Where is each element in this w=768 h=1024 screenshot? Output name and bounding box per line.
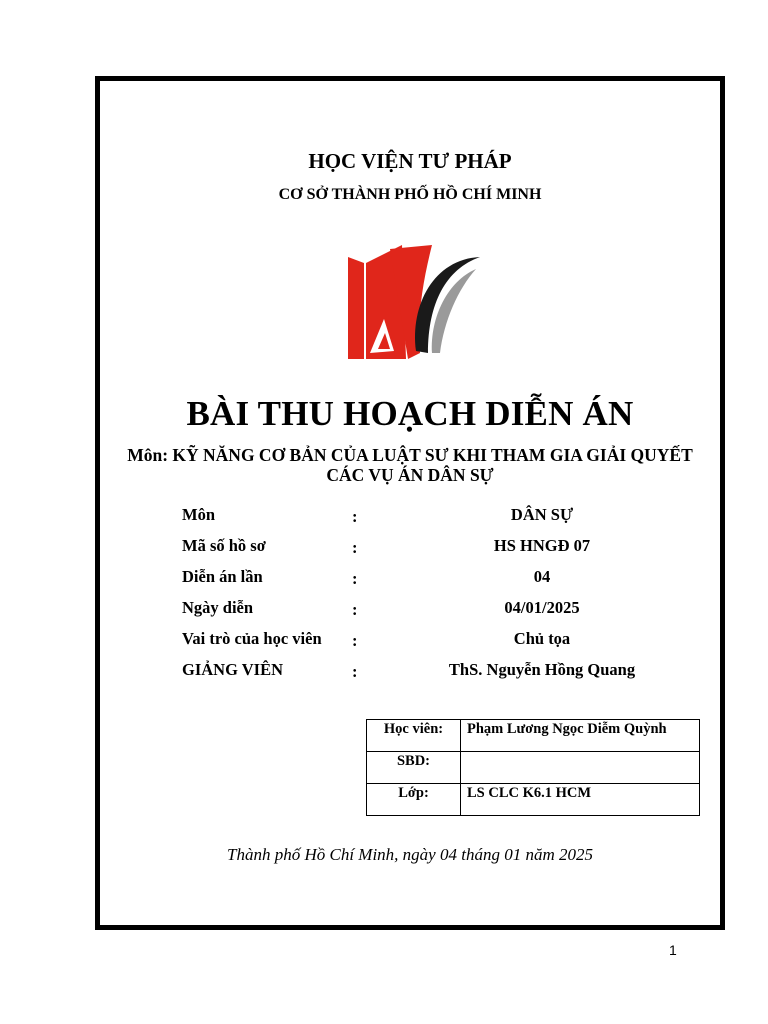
student-class-value: LS CLC K6.1 HCM bbox=[461, 784, 700, 816]
info-label: Diễn án lần bbox=[182, 567, 263, 586]
table-row bbox=[367, 720, 700, 752]
info-value: DÂN SỰ bbox=[510, 505, 574, 524]
subject-line-2: CÁC VỤ ÁN DÂN SỰ bbox=[326, 465, 494, 485]
info-label: Vai trò của học viên bbox=[182, 629, 322, 648]
place-and-date: Thành phố Hồ Chí Minh, ngày 04 tháng 01 năm 2025 bbox=[227, 845, 593, 864]
info-row-subject bbox=[182, 505, 652, 536]
info-colon: : bbox=[352, 662, 358, 681]
info-value: HS HNGĐ 07 bbox=[493, 536, 591, 555]
info-list bbox=[182, 505, 652, 691]
info-row-case-code bbox=[182, 536, 652, 567]
info-row-date bbox=[182, 598, 652, 629]
info-label: GIẢNG VIÊN bbox=[182, 660, 284, 679]
institution-name: HỌC VIỆN TƯ PHÁP bbox=[308, 149, 512, 173]
student-class-label: Lớp: bbox=[367, 784, 461, 816]
subject-heading bbox=[120, 445, 700, 485]
info-colon: : bbox=[352, 569, 358, 588]
info-colon: : bbox=[352, 538, 358, 557]
info-label: Ngày diễn bbox=[182, 598, 254, 617]
institution-branch: CƠ SỞ THÀNH PHỐ HỒ CHÍ MINH bbox=[278, 186, 542, 203]
document-title: BÀI THU HOẠCH DIỄN ÁN bbox=[186, 394, 634, 433]
info-row-role bbox=[182, 629, 652, 660]
student-id-value bbox=[461, 752, 700, 784]
info-colon: : bbox=[352, 600, 358, 619]
table-row bbox=[367, 784, 700, 816]
info-value: 04/01/2025 bbox=[504, 598, 580, 617]
info-row-session bbox=[182, 567, 652, 598]
student-name-value: Phạm Lương Ngọc Diễm Quỳnh bbox=[461, 720, 700, 752]
info-colon: : bbox=[352, 631, 358, 650]
info-label: Mã số hồ sơ bbox=[182, 536, 266, 555]
table-row bbox=[367, 752, 700, 784]
student-id-label: SBD: bbox=[367, 752, 461, 784]
info-value: ThS. Nguyễn Hồng Quang bbox=[448, 660, 636, 679]
cover-border bbox=[95, 76, 725, 930]
info-label: Môn bbox=[182, 505, 215, 524]
info-value: 04 bbox=[533, 567, 551, 586]
info-value: Chủ tọa bbox=[513, 629, 571, 648]
academy-logo bbox=[348, 241, 480, 359]
student-table bbox=[366, 719, 700, 816]
info-row-lecturer bbox=[182, 660, 652, 691]
info-colon: : bbox=[352, 507, 358, 526]
subject-line-1: Môn: KỸ NĂNG CƠ BẢN CỦA LUẬT SƯ KHI THAM GIA GIẢI QUYẾT bbox=[127, 445, 693, 465]
student-name-label: Học viên: bbox=[367, 720, 461, 752]
page-number: 1 bbox=[669, 942, 677, 958]
